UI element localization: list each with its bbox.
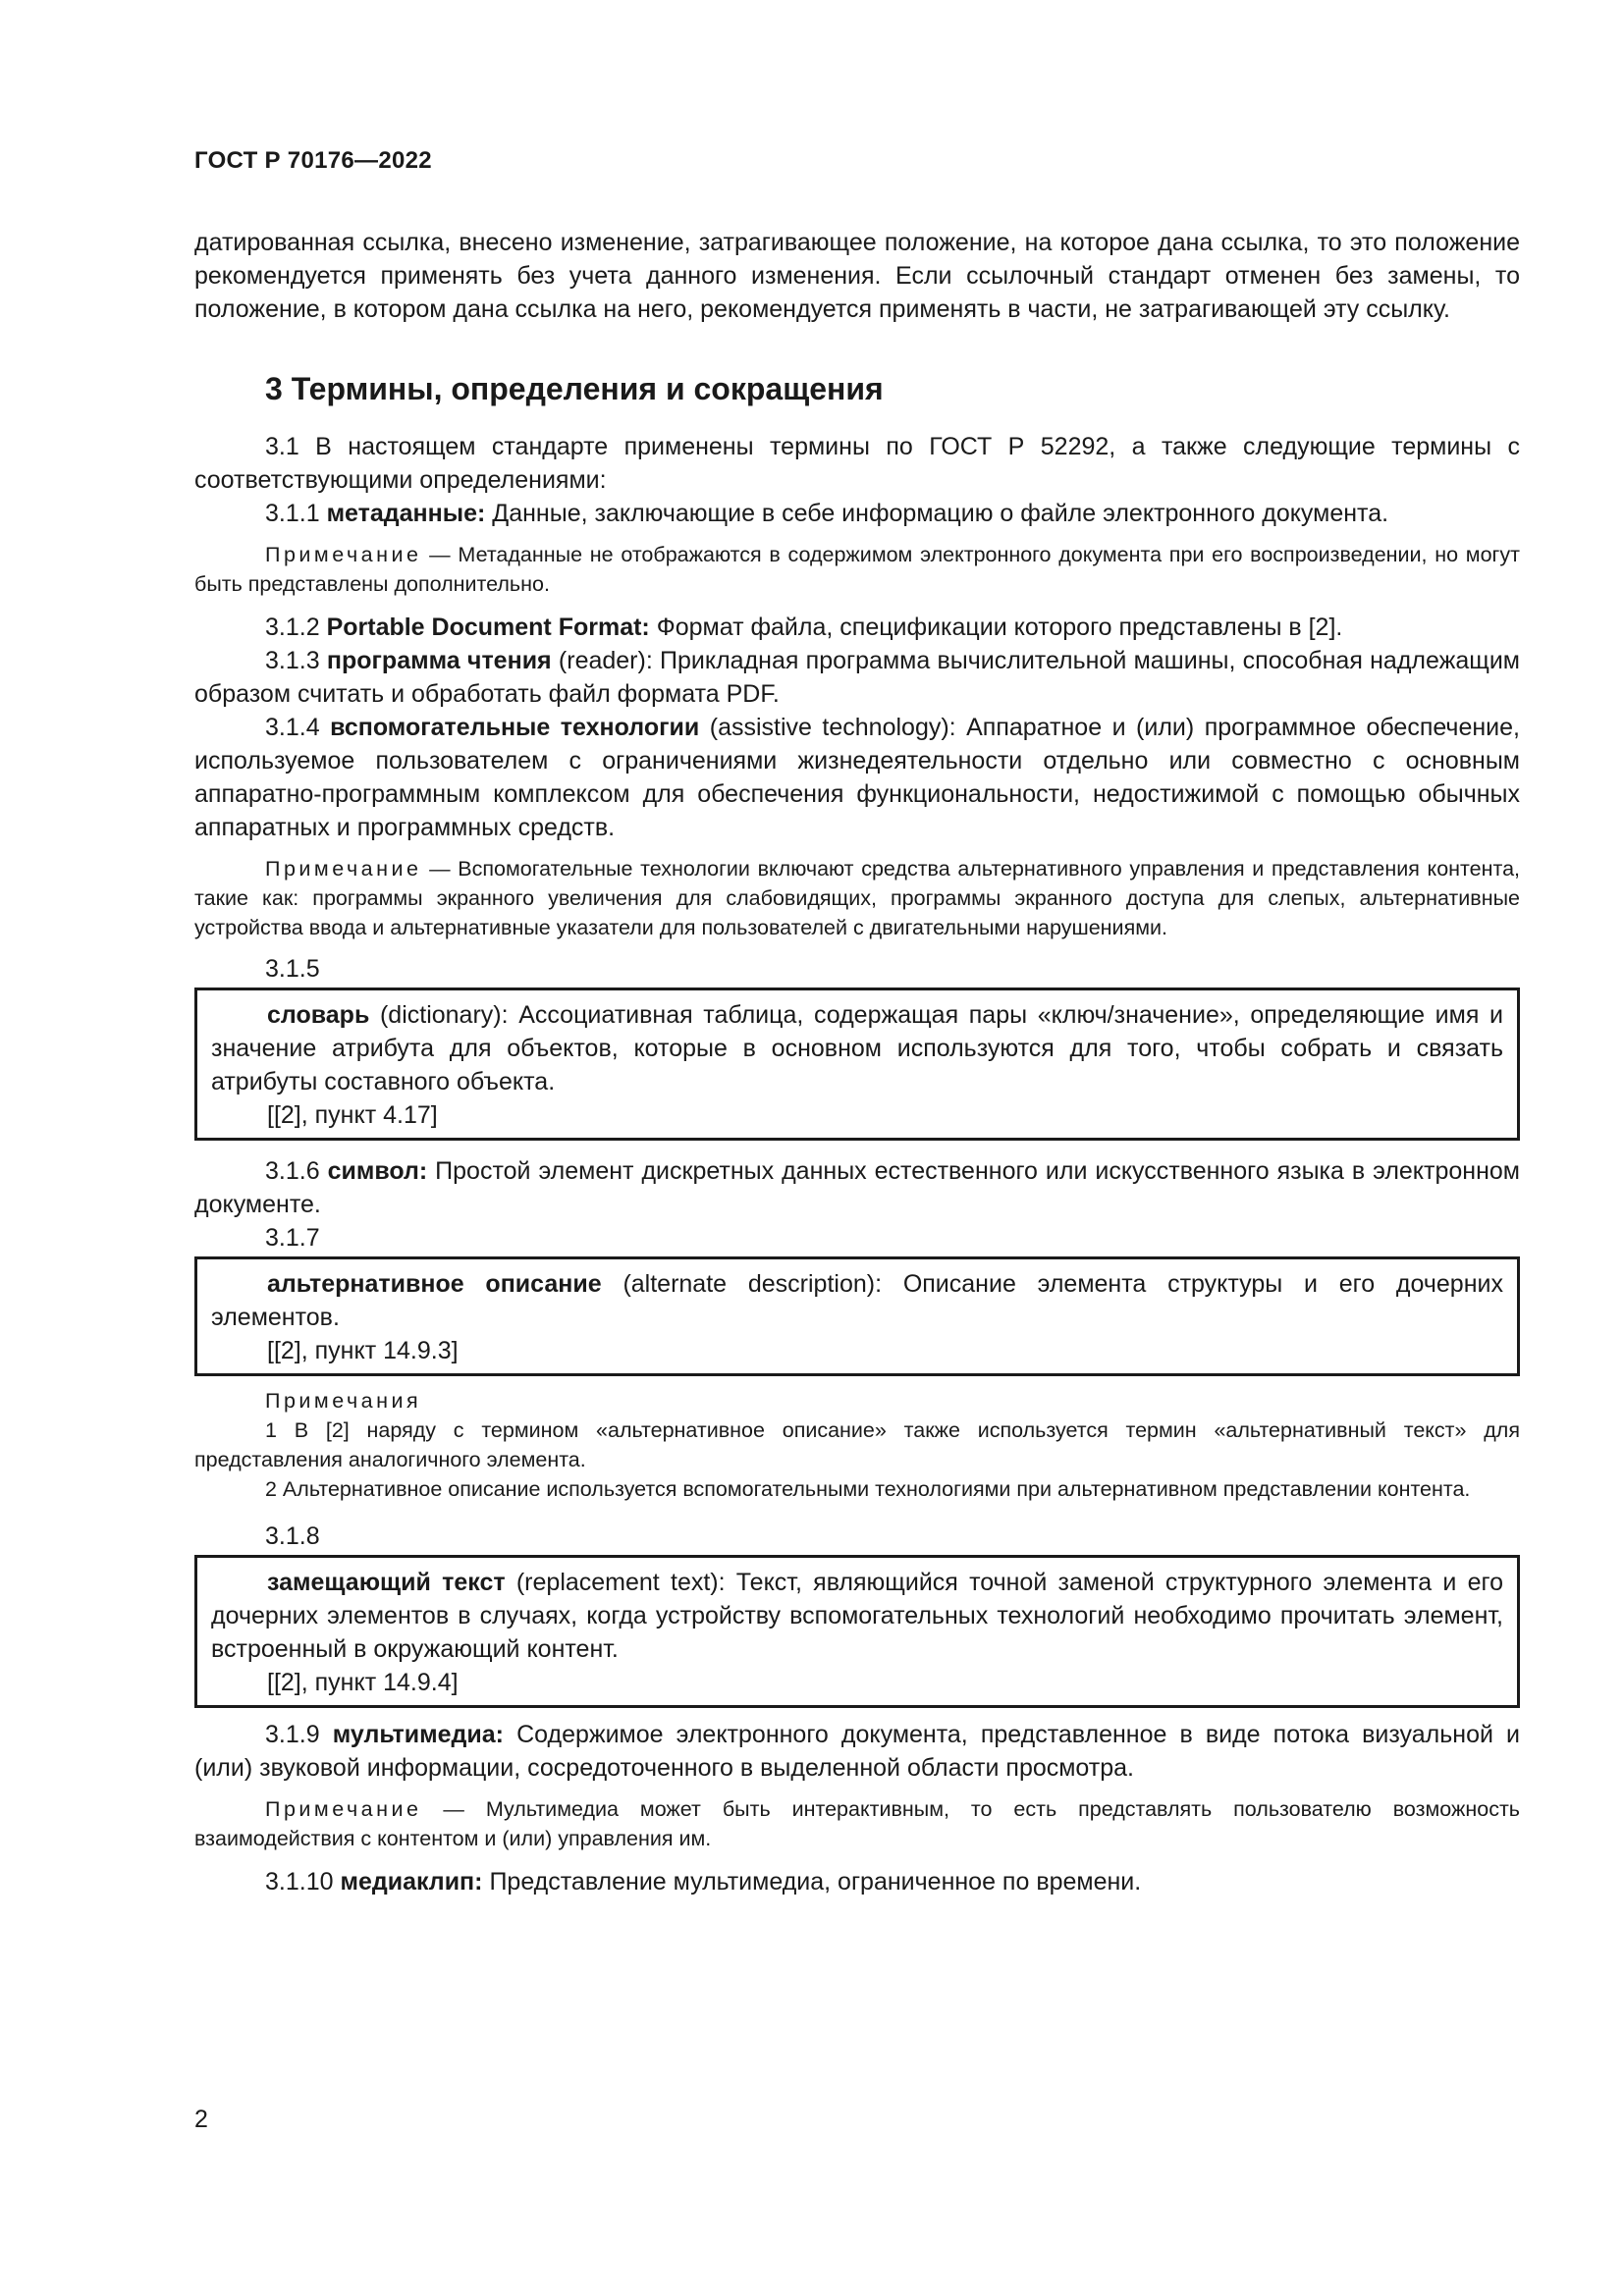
term-box-3-1-8 bbox=[194, 1555, 1520, 1708]
section-title: 3 Термины, определения и сокращения bbox=[265, 371, 884, 406]
document-code-header: ГОСТ Р 70176—2022 bbox=[194, 147, 432, 174]
term-definition: словарь (dictionary): Ассоциативная таблица, содержащая пары «ключ/значение», определяющие имя и значение атрибута для объектов, которые в основном используются для того, чтобы собрать и связать атрибуты составного объекта. bbox=[211, 1001, 1503, 1095]
term-definition: альтернативное описание (alternate description): Описание элемента структуры и его дочерних элементов. bbox=[211, 1270, 1503, 1331]
term-number-3-1-5: 3.1.5 bbox=[265, 955, 320, 983]
note-3-1-1: Примечание — Метаданные не отображаются в содержимом электронного документа при его воспроизведении, но могут быть представлены дополнительно. bbox=[194, 543, 1520, 596]
term-name: словарь bbox=[267, 1001, 370, 1029]
term-source: [[2], пункт 14.9.3] bbox=[267, 1337, 459, 1364]
term-box-3-1-7 bbox=[194, 1256, 1520, 1376]
term-number-3-1-7: 3.1.7 bbox=[265, 1224, 320, 1252]
term-name: мультимедиа: bbox=[332, 1721, 504, 1748]
term-name: метаданные: bbox=[326, 500, 486, 527]
term-source: [[2], пункт 14.9.4] bbox=[267, 1669, 459, 1696]
term-number-3-1-8: 3.1.8 bbox=[265, 1522, 320, 1550]
term-definition: замещающий текст (replacement text): Текст, являющийся точной заменой структурного элемента и его дочерних элементов в случаях, когда устройству вспомогательных технологий необходимо прочитать элемент, встроенный в окружающий контент. bbox=[211, 1569, 1503, 1663]
term-3-1-6: 3.1.6 символ: Простой элемент дискретных данных естественного или искусственного языка в электронном документе. bbox=[194, 1157, 1520, 1218]
paragraph-3-1: 3.1 В настоящем стандарте применены термины по ГОСТ Р 52292, а также следующие термины с соответствующими определениями: bbox=[194, 433, 1520, 494]
term-box-3-1-5 bbox=[194, 988, 1520, 1141]
term-3-1-1: 3.1.1 метаданные: Данные, заключающие в себе информацию о файле электронного документа. bbox=[265, 500, 1389, 527]
term-source: [[2], пункт 4.17] bbox=[267, 1101, 438, 1129]
intro-paragraph: датированная ссылка, внесено изменение, затрагивающее положение, на которое дана ссылка, то это положение рекомендуется применять без учета данного изменения. Если ссылочный стандарт отменен без замены, то положение, в котором дана ссылка на него, рекомендуется применять в части, не затрагивающей эту ссылку. bbox=[194, 229, 1520, 323]
term-name: вспомогательные технологии bbox=[330, 714, 700, 741]
note-3-1-4: Примечание — Вспомогательные технологии включают средства альтернативного управления и представления контента, такие как: программы экранного увеличения для слабовидящих, программы экранного доступа для слепых, альтернативные устройства ввода и альтернативные указатели для пользователей с двигательными нарушениями. bbox=[194, 857, 1520, 939]
notes-heading: Примечания bbox=[265, 1389, 422, 1413]
term-3-1-9: 3.1.9 мультимедиа: Содержимое электронного документа, представленное в виде потока визуальной и (или) звуковой информации, сосредоточенного в выделенной области просмотра. bbox=[194, 1721, 1520, 1782]
term-name: программа чтения bbox=[326, 647, 552, 674]
page-content bbox=[194, 226, 1520, 1898]
term-name: медиаклип: bbox=[340, 1868, 483, 1896]
term-name: Portable Document Format: bbox=[326, 614, 650, 641]
term-3-1-4: 3.1.4 вспомогательные технологии (assistive technology): Аппаратное и (или) программное обеспечение, используемое пользователем с ограничениями жизнедеятельности отдельно или совместно с основным аппаратно-программным комплексом для обеспечения функциональности, недостижимой с помощью обычных аппаратных и программных средств. bbox=[194, 714, 1520, 841]
term-3-1-2: 3.1.2 Portable Document Format: Формат файла, спецификации которого представлены в [2]. bbox=[265, 614, 1343, 641]
term-name: символ: bbox=[327, 1157, 428, 1185]
note-item-1: 1 В [2] наряду с термином «альтернативное описание» также используется термин «альтернативный текст» для представления аналогичного элемента. bbox=[194, 1418, 1520, 1471]
term-3-1-10: 3.1.10 медиаклип: Представление мультимедиа, ограниченное по времени. bbox=[265, 1868, 1142, 1896]
term-name: замещающий текст bbox=[267, 1569, 506, 1596]
note-3-1-9: Примечание — Мультимедиа может быть интерактивным, то есть представлять пользователю возможность взаимодействия с контентом и (или) управления им. bbox=[194, 1797, 1520, 1850]
term-name: альтернативное описание bbox=[267, 1270, 602, 1298]
page-number: 2 bbox=[194, 2106, 208, 2133]
term-3-1-3: 3.1.3 программа чтения (reader): Прикладная программа вычислительной машины, способная надлежащим образом считать и обработать файл формата PDF. bbox=[194, 647, 1520, 708]
note-item-2: 2 Альтернативное описание используется вспомогательными технологиями при альтернативном представлении контента. bbox=[265, 1477, 1471, 1501]
